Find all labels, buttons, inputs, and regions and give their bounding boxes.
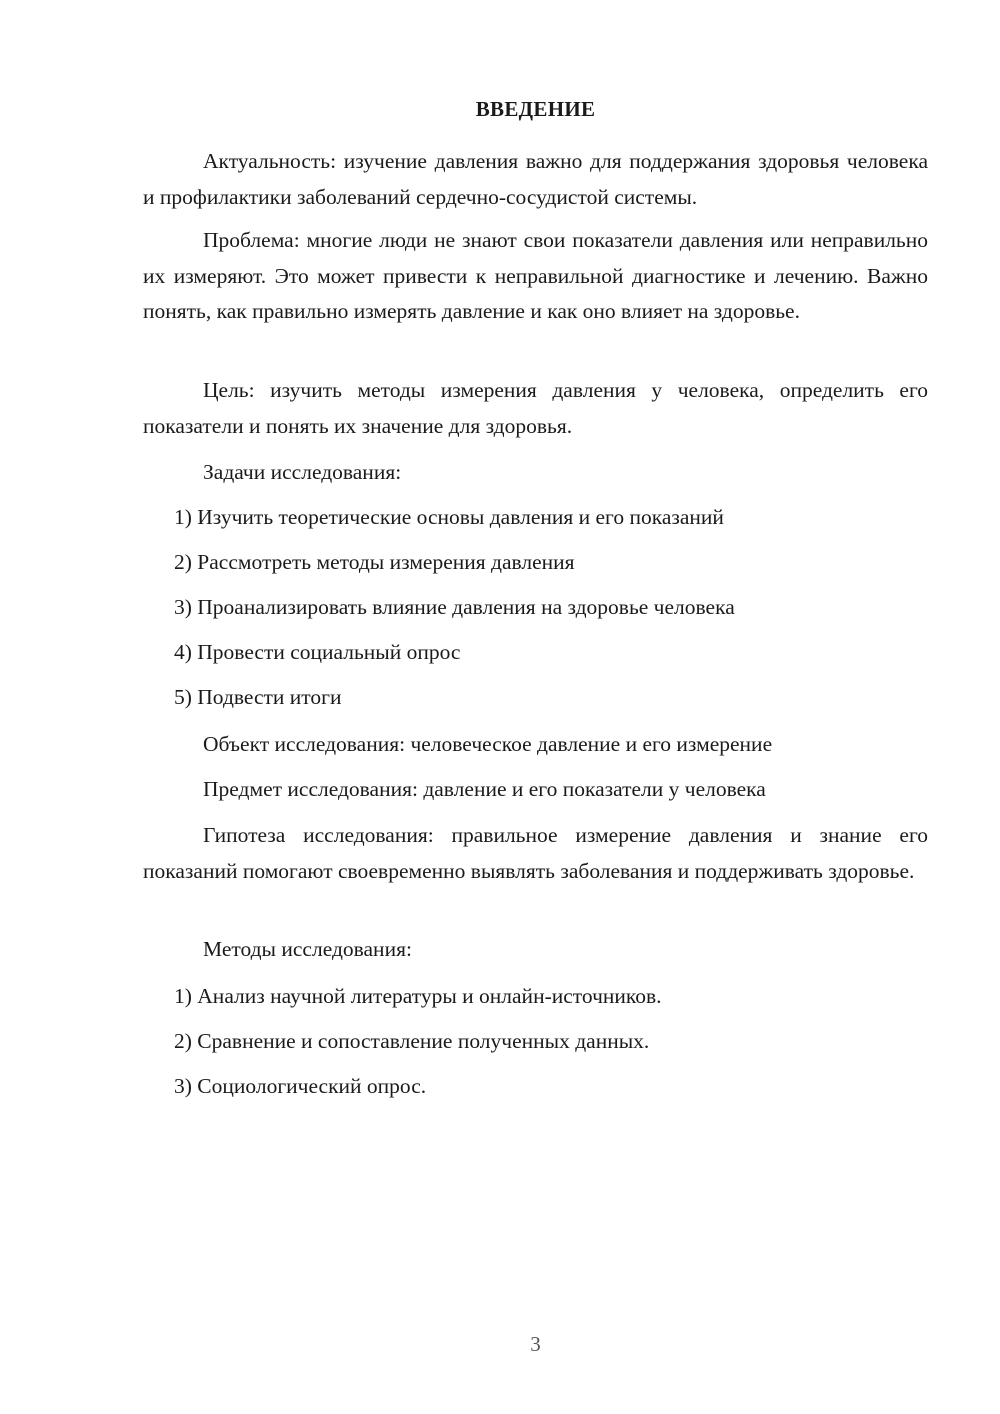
list-item: 5) Подвести итоги — [174, 685, 342, 709]
list-item: 4) Провести социальный опрос — [174, 640, 461, 664]
problem-paragraph: Проблема: многие люди не знают свои показатели давления или неправильно их измеряют. Это может привести к неправильной диагностике и лечению. Важно понять, как правильно измерять давление и как оно влияет на здоровье. — [143, 228, 928, 323]
list-item: 2) Сравнение и сопоставление полученных данных. — [174, 1029, 650, 1053]
list-item: 1) Изучить теоретические основы давления и его показаний — [174, 505, 724, 529]
subject-line: Предмет исследования: давление и его показатели у человека — [203, 777, 766, 801]
page-number: 3 — [530, 1332, 541, 1356]
list-item: 3) Проанализировать влияние давления на здоровье человека — [174, 595, 735, 619]
list-item: 1) Анализ научной литературы и онлайн-источников. — [174, 984, 662, 1008]
tasks-heading: Задачи исследования: — [203, 460, 402, 484]
hypothesis-paragraph: Гипотеза исследования: правильное измерение давления и знание его показаний помогают своевременно выявлять заболевания и поддерживать здоровье. — [143, 823, 928, 883]
relevance-paragraph: Актуальность: изучение давления важно для поддержания здоровья человека и профилактики заболеваний сердечно-сосудистой системы. — [143, 149, 928, 209]
object-line: Объект исследования: человеческое давление и его измерение — [203, 732, 773, 756]
goal-paragraph: Цель: изучить методы измерения давления у человека, определить его показатели и понять их значение для здоровья. — [143, 378, 928, 438]
methods-heading: Методы исследования: — [203, 937, 412, 961]
section-title: ВВЕДЕНИЕ — [475, 97, 596, 121]
list-item: 3) Социологический опрос. — [174, 1074, 427, 1098]
list-item: 2) Рассмотреть методы измерения давления — [174, 550, 575, 574]
document-page — [143, 0, 928, 1414]
